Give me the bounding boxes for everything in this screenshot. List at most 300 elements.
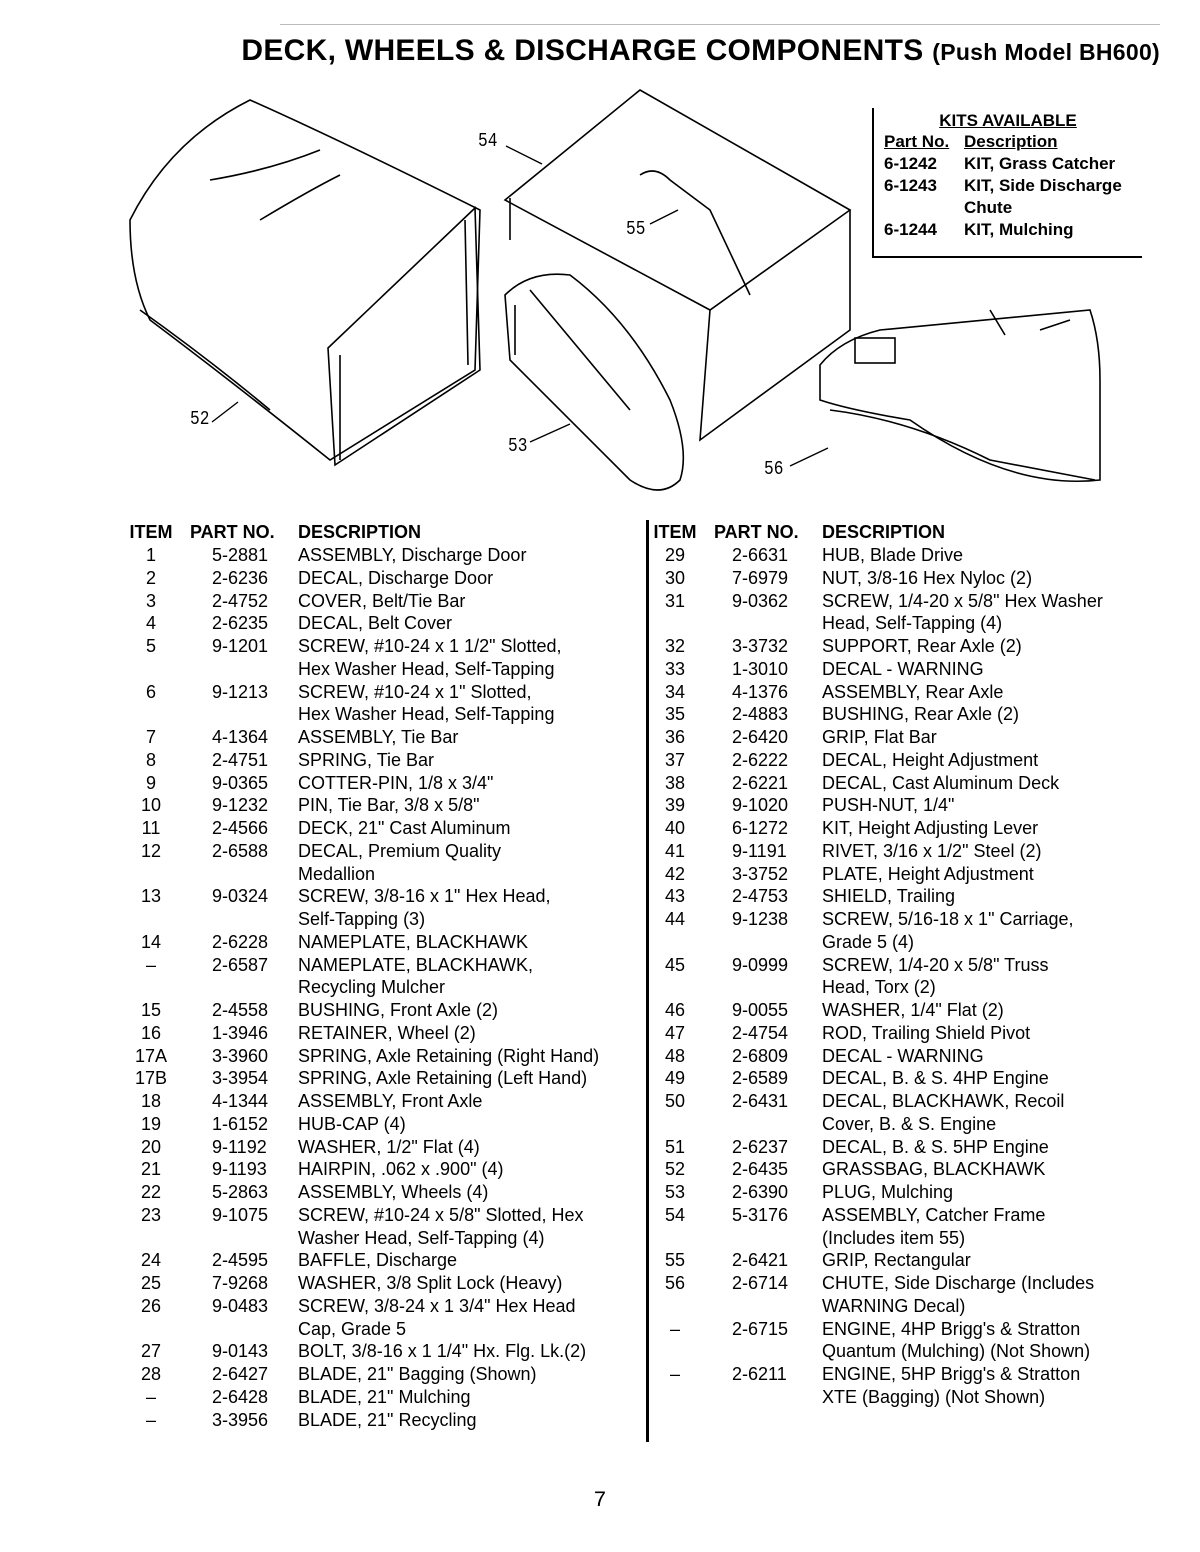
item-number: 46 (664, 1000, 686, 1020)
catcher-frame-drawing (505, 90, 850, 440)
table-row (652, 590, 1152, 613)
item-number: 5 (145, 636, 156, 656)
kit-part: 6-1243 (884, 176, 937, 195)
part-number: 2-6714 (732, 1273, 789, 1293)
part-number: 1-3946 (212, 1022, 269, 1043)
part-description: BAFFLE, Discharge (298, 1250, 458, 1271)
part-number: 9-1191 (732, 840, 787, 861)
item-number: 3 (145, 590, 156, 611)
table-row (652, 976, 1152, 999)
part-number: 3-3752 (732, 863, 789, 884)
table-row (128, 1067, 638, 1090)
part-description: Hex Washer Head, Self-Tapping (298, 658, 555, 679)
part-number (698, 612, 822, 635)
part-description: BUSHING, Rear Axle (2) (822, 704, 1020, 725)
item-number: 22 (140, 1182, 162, 1202)
part-description: SPRING, Tie Bar (298, 749, 435, 770)
kit-row (874, 153, 1142, 175)
part-number: 2-4558 (212, 1000, 269, 1020)
part-number: 7-6979 (732, 567, 789, 588)
part-number (174, 908, 298, 931)
table-row (652, 703, 1152, 726)
item-number (652, 1113, 698, 1136)
part-number: 9-0483 (212, 1295, 269, 1316)
table-row (128, 954, 638, 977)
table-row (128, 976, 638, 999)
part-description: Cap, Grade 5 (298, 1318, 407, 1339)
table-row (128, 635, 638, 658)
table-row (652, 612, 1152, 635)
table-row (652, 772, 1152, 795)
kit-desc: KIT, Mulching (964, 220, 1074, 239)
part-number: 9-0362 (732, 590, 789, 611)
part-number (698, 976, 822, 999)
item-number: 4 (145, 613, 156, 634)
table-row (652, 1090, 1152, 1113)
item-number: 39 (664, 795, 686, 816)
table-row (652, 635, 1152, 658)
item-number: 28 (140, 1364, 162, 1384)
item-number: 49 (664, 1068, 686, 1089)
item-number: – (145, 1386, 156, 1407)
item-number: – (669, 1318, 680, 1339)
part-description: XTE (Bagging) (Not Shown) (822, 1386, 1046, 1407)
table-header (128, 520, 638, 544)
item-number: 48 (664, 1045, 686, 1066)
item-number: 15 (140, 1000, 162, 1020)
item-number (652, 931, 698, 954)
item-number (128, 976, 174, 999)
col-desc-header: DESCRIPTION (298, 522, 422, 542)
part-number (174, 703, 298, 726)
item-number: 23 (140, 1204, 162, 1225)
part-description: Quantum (Mulching) (Not Shown) (822, 1341, 1091, 1362)
part-description: SCREW, #10-24 x 1 1/2" Slotted, (298, 636, 562, 656)
item-number: 20 (140, 1136, 162, 1157)
col-part-header: PART NO. (190, 522, 275, 542)
part-number: 2-6588 (212, 840, 269, 861)
item-number: 34 (664, 681, 686, 702)
grassbag-drawing (130, 100, 480, 465)
table-row (128, 817, 638, 840)
part-number: 9-1192 (212, 1136, 267, 1157)
table-row (128, 931, 638, 954)
parts-table-left (128, 520, 638, 1431)
table-row (652, 1067, 1152, 1090)
item-number: 13 (140, 886, 162, 907)
part-description: BLADE, 21" Bagging (Shown) (298, 1364, 537, 1384)
part-description: PUSH-NUT, 1/4" (822, 795, 955, 816)
item-number: 42 (664, 863, 686, 884)
part-number (698, 1386, 822, 1409)
col-item-header: ITEM (129, 522, 173, 542)
part-number: 2-6631 (732, 545, 789, 565)
mulching-plug-drawing (505, 274, 683, 490)
page-title-main: DECK, WHEELS & DISCHARGE COMPONENTS (241, 34, 924, 67)
item-number: 17B (134, 1068, 168, 1089)
part-number (174, 1318, 298, 1341)
item-number: 36 (664, 727, 686, 747)
item-number: 33 (664, 658, 686, 679)
table-row (128, 1295, 638, 1318)
part-description: ASSEMBLY, Tie Bar (298, 727, 459, 747)
part-description: RETAINER, Wheel (2) (298, 1022, 476, 1043)
part-number: 4-1364 (212, 727, 269, 747)
table-row (128, 1227, 638, 1250)
item-number: 45 (664, 954, 686, 975)
part-number (698, 1340, 822, 1363)
table-row (652, 1136, 1152, 1159)
part-number: 9-1201 (212, 636, 269, 656)
table-row (128, 1045, 638, 1068)
part-description: COVER, Belt/Tie Bar (298, 590, 466, 611)
table-row (652, 954, 1152, 977)
part-description: GRIP, Rectangular (822, 1250, 971, 1271)
part-number: 3-3954 (212, 1068, 269, 1089)
part-description: KIT, Height Adjusting Lever (822, 818, 1039, 838)
part-description: BOLT, 3/8-16 x 1 1/4" Hx. Flg. Lk.(2) (298, 1341, 587, 1362)
table-row (128, 1204, 638, 1227)
part-description: COTTER-PIN, 1/8 x 3/4" (298, 772, 494, 793)
part-description: DECAL, Discharge Door (298, 567, 494, 588)
part-description: NAMEPLATE, BLACKHAWK, (298, 954, 534, 975)
kit-row (874, 197, 1142, 219)
part-description: SCREW, #10-24 x 5/8" Slotted, Hex (298, 1204, 584, 1225)
item-number: 43 (664, 886, 686, 907)
part-number: 1-3010 (732, 658, 789, 679)
item-number: 55 (664, 1250, 686, 1271)
part-description: CHUTE, Side Discharge (Includes (822, 1273, 1095, 1293)
part-description: WASHER, 3/8 Split Lock (Heavy) (298, 1273, 563, 1293)
table-row (128, 863, 638, 886)
item-number: 47 (664, 1022, 686, 1043)
part-number (698, 1113, 822, 1136)
table-row (128, 1090, 638, 1113)
part-number: 6-1272 (732, 818, 789, 838)
item-number: – (145, 954, 156, 975)
part-number: 2-6235 (212, 613, 269, 634)
table-row (652, 1181, 1152, 1204)
part-number (174, 1227, 298, 1250)
table-row (128, 1158, 638, 1181)
table-row (128, 1409, 638, 1432)
item-number (652, 1227, 698, 1250)
table-row (128, 1386, 638, 1409)
part-number: 9-0365 (212, 772, 269, 793)
table-row (128, 1318, 638, 1341)
part-description: Head, Self-Tapping (4) (822, 613, 1003, 634)
part-number: 3-3956 (212, 1409, 269, 1430)
table-row (128, 749, 638, 772)
item-number: 6 (145, 681, 156, 702)
part-number: 2-6435 (732, 1159, 789, 1180)
item-number (652, 612, 698, 635)
part-number: 2-6428 (212, 1386, 269, 1407)
part-number (174, 658, 298, 681)
part-description: ASSEMBLY, Wheels (4) (298, 1182, 489, 1202)
part-description: ASSEMBLY, Discharge Door (298, 545, 527, 565)
item-number: 18 (140, 1091, 162, 1111)
page-number: 7 (593, 1488, 607, 1513)
part-number (698, 1295, 822, 1318)
table-row (128, 1022, 638, 1045)
callout-54: 54 (478, 130, 498, 152)
part-description: SPRING, Axle Retaining (Right Hand) (298, 1045, 600, 1066)
part-number: 2-6222 (732, 749, 789, 770)
item-number: 30 (664, 567, 686, 588)
part-description: SCREW, 3/8-24 x 1 3/4" Hex Head (298, 1295, 576, 1316)
item-number: 27 (140, 1341, 162, 1362)
item-number (652, 1386, 698, 1409)
part-number (174, 976, 298, 999)
item-number: 32 (664, 636, 686, 656)
part-description: ENGINE, 5HP Brigg's & Stratton (822, 1364, 1081, 1384)
item-number: 12 (140, 840, 162, 861)
part-number: 3-3732 (732, 636, 789, 656)
table-row (652, 1045, 1152, 1068)
table-row (128, 885, 638, 908)
part-description: BUSHING, Front Axle (2) (298, 1000, 499, 1020)
item-number (652, 1340, 698, 1363)
part-description: ROD, Trailing Shield Pivot (822, 1022, 1031, 1043)
part-number: 2-6236 (212, 567, 269, 588)
part-description: ENGINE, 4HP Brigg's & Stratton (822, 1318, 1081, 1339)
kit-desc: KIT, Side Discharge (964, 176, 1122, 195)
part-number: 4-1376 (732, 681, 789, 702)
part-description: Recycling Mulcher (298, 977, 446, 998)
part-number: 3-3960 (212, 1045, 269, 1066)
part-number: 9-1232 (212, 795, 269, 816)
page-title (0, 34, 1160, 68)
part-number: 9-0999 (732, 954, 789, 975)
table-row (652, 1158, 1152, 1181)
part-description: GRASSBAG, BLACKHAWK (822, 1159, 1046, 1180)
part-description: SCREW, #10-24 x 1" Slotted, (298, 681, 532, 702)
top-rule (280, 24, 1160, 25)
part-description: Hex Washer Head, Self-Tapping (298, 704, 555, 725)
part-number: 2-6237 (732, 1136, 789, 1157)
table-row (652, 1204, 1152, 1227)
item-number: 2 (145, 567, 156, 588)
callout-53: 53 (508, 435, 528, 457)
column-divider (646, 520, 649, 1442)
part-number: 7-9268 (212, 1273, 269, 1293)
item-number: 29 (664, 545, 686, 565)
item-number: 10 (140, 795, 162, 816)
part-number: 2-6421 (732, 1250, 789, 1271)
part-number: 2-6715 (732, 1318, 789, 1339)
table-row (652, 1386, 1152, 1409)
table-row (652, 885, 1152, 908)
part-number (174, 863, 298, 886)
table-row (652, 863, 1152, 886)
item-number: – (145, 1409, 156, 1430)
item-number: 8 (145, 749, 156, 770)
part-number: 2-6587 (212, 954, 269, 975)
callout-52: 52 (190, 408, 210, 430)
kits-col-part: Part No. (884, 132, 950, 151)
kit-row (874, 175, 1142, 197)
item-number: 17A (134, 1045, 168, 1066)
table-row (128, 567, 638, 590)
item-number: 41 (664, 840, 686, 861)
col-item-header: ITEM (653, 522, 697, 542)
table-row (652, 544, 1152, 567)
table-row (652, 1318, 1152, 1341)
part-number: 5-3176 (732, 1204, 789, 1225)
item-number: 52 (664, 1159, 686, 1180)
part-number: 2-6431 (732, 1091, 789, 1111)
table-row (652, 1249, 1152, 1272)
item-number: 35 (664, 704, 686, 725)
part-number: 1-6152 (212, 1113, 269, 1134)
part-number: 9-1238 (732, 909, 789, 929)
table-row (652, 1340, 1152, 1363)
table-row (128, 681, 638, 704)
part-description: Washer Head, Self-Tapping (4) (298, 1227, 545, 1248)
col-desc-header: DESCRIPTION (822, 522, 946, 542)
table-row (652, 1363, 1152, 1386)
part-description: GRIP, Flat Bar (822, 727, 937, 747)
part-number: 2-4752 (212, 590, 269, 611)
item-number: 7 (145, 727, 156, 747)
table-row (128, 703, 638, 726)
item-number: 24 (140, 1250, 162, 1271)
table-row (128, 908, 638, 931)
part-description: WASHER, 1/4" Flat (2) (822, 1000, 1004, 1020)
part-description: DECAL, Premium Quality (298, 840, 502, 861)
item-number: 26 (140, 1295, 162, 1316)
part-description: Self-Tapping (3) (298, 909, 426, 929)
table-row (652, 681, 1152, 704)
item-number: 50 (664, 1091, 686, 1111)
part-description: DECAL - WARNING (822, 658, 984, 679)
part-number: 9-1213 (212, 681, 269, 702)
item-number: – (669, 1364, 680, 1384)
item-number (652, 1295, 698, 1318)
table-row (652, 1272, 1152, 1295)
part-description: NUT, 3/8-16 Hex Nyloc (2) (822, 567, 1033, 588)
item-number (128, 703, 174, 726)
part-description: WARNING Decal) (822, 1295, 966, 1316)
item-number: 19 (140, 1113, 162, 1134)
part-number: 4-1344 (212, 1091, 269, 1111)
table-row (652, 794, 1152, 817)
part-description: Medallion (298, 863, 376, 884)
table-row (128, 1113, 638, 1136)
table-row (128, 840, 638, 863)
kit-part (884, 197, 964, 219)
part-description: SUPPORT, Rear Axle (2) (822, 636, 1022, 656)
kit-part: 6-1244 (884, 220, 937, 239)
part-description: DECAL, Cast Aluminum Deck (822, 772, 1060, 793)
part-number: 9-0143 (212, 1341, 269, 1362)
table-row (128, 590, 638, 613)
part-description: SCREW, 1/4-20 x 5/8" Truss (822, 954, 1049, 975)
kit-desc: KIT, Grass Catcher (964, 154, 1116, 173)
table-row (652, 1113, 1152, 1136)
item-number: 11 (141, 818, 161, 838)
item-number: 25 (140, 1273, 162, 1293)
part-description: ASSEMBLY, Front Axle (298, 1091, 483, 1111)
kits-col-desc: Description (964, 132, 1058, 151)
table-row (652, 1022, 1152, 1045)
table-row (652, 931, 1152, 954)
table-row (652, 1227, 1152, 1250)
part-number: 9-1193 (212, 1159, 267, 1180)
part-description: RIVET, 3/16 x 1/2" Steel (2) (822, 840, 1042, 861)
table-header (652, 520, 1152, 544)
col-part-header: PART NO. (714, 522, 799, 542)
part-description: WASHER, 1/2" Flat (4) (298, 1136, 480, 1157)
part-number: 9-1020 (732, 795, 789, 816)
part-description: Cover, B. & S. Engine (822, 1113, 997, 1134)
table-row (128, 1249, 638, 1272)
part-description: DECAL, BLACKHAWK, Recoil (822, 1091, 1065, 1111)
kits-title: KITS AVAILABLE (939, 111, 1077, 130)
part-number: 9-0055 (732, 1000, 789, 1020)
table-row (128, 1181, 638, 1204)
item-number: 37 (664, 749, 686, 770)
part-description: DECAL - WARNING (822, 1045, 984, 1066)
table-row (652, 726, 1152, 749)
table-row (652, 658, 1152, 681)
part-description: ASSEMBLY, Rear Axle (822, 681, 1004, 702)
item-number: 44 (664, 909, 686, 929)
table-row (652, 817, 1152, 840)
kit-desc: Chute (964, 198, 1013, 217)
part-description: DECAL, B. & S. 4HP Engine (822, 1068, 1049, 1089)
item-number (652, 976, 698, 999)
part-number: 2-4566 (212, 818, 269, 838)
part-description: PLUG, Mulching (822, 1182, 954, 1202)
table-row (128, 999, 638, 1022)
part-number: 2-6228 (212, 931, 269, 952)
part-description: PLATE, Height Adjustment (822, 863, 1034, 884)
table-row (128, 658, 638, 681)
item-number: 31 (664, 590, 686, 611)
item-number (128, 908, 174, 931)
table-row (128, 612, 638, 635)
table-row (128, 1363, 638, 1386)
page-title-model: (Push Model BH600) (932, 39, 1160, 65)
table-row (652, 908, 1152, 931)
part-description: NAMEPLATE, BLACKHAWK (298, 931, 529, 952)
table-row (652, 749, 1152, 772)
item-number: 40 (664, 818, 686, 838)
part-number: 2-6390 (732, 1182, 789, 1202)
table-row (128, 726, 638, 749)
part-number: 2-4883 (732, 704, 789, 725)
kit-part: 6-1242 (884, 154, 937, 173)
part-description: DECAL, Height Adjustment (822, 749, 1039, 770)
part-number: 5-2881 (212, 545, 269, 565)
part-description: (Includes item 55) (822, 1227, 966, 1248)
item-number (128, 658, 174, 681)
table-row (128, 1340, 638, 1363)
part-description: SCREW, 5/16-18 x 1" Carriage, (822, 909, 1074, 929)
part-description: SCREW, 3/8-16 x 1" Hex Head, (298, 886, 551, 907)
part-description: Head, Torx (2) (822, 977, 936, 998)
item-number: 21 (140, 1159, 162, 1180)
part-number: 2-6809 (732, 1045, 789, 1066)
table-row (128, 772, 638, 795)
part-description: BLADE, 21" Recycling (298, 1409, 477, 1430)
table-row (652, 1295, 1152, 1318)
part-description: SCREW, 1/4-20 x 5/8" Hex Washer (822, 590, 1103, 611)
item-number: 56 (664, 1273, 686, 1293)
item-number: 51 (664, 1136, 686, 1157)
